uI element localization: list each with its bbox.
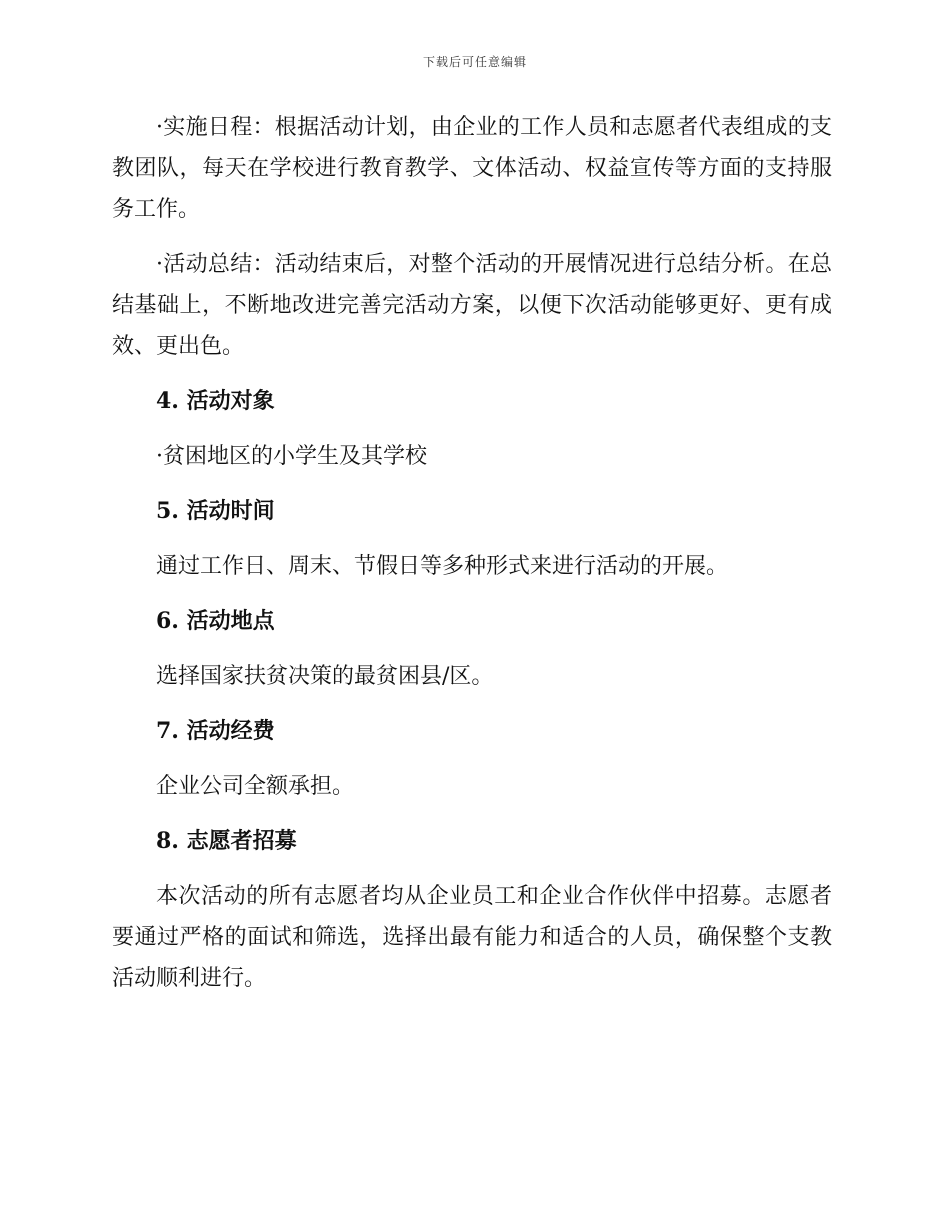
- paragraph-activity-target: ·贫困地区的小学生及其学校: [156, 444, 427, 469]
- document-body: [112, 107, 832, 1013]
- paragraph-activity-time: 通过工作日、周末、节假日等多种形式来进行活动的开展。: [156, 554, 729, 579]
- paragraph-activity-location: 选择国家扶贫决策的最贫困县/区。: [156, 664, 494, 689]
- paragraph-activity-funding: 企业公司全额承担。: [156, 774, 355, 799]
- header-note: 下载后可任意编辑: [422, 55, 527, 69]
- paragraph-implementation-schedule: ·实施日程：根据活动计划，由企业的工作人员和志愿者代表组成的支教团队，每天在学校进行教育教学、文体活动、权益宣传等方面的支持服务工作。: [112, 115, 832, 222]
- heading-activity-time: 5. 活动时间: [156, 498, 275, 524]
- paragraph-volunteer-recruitment: 本次活动的所有志愿者均从企业员工和企业合作伙伴中招募。志愿者要通过严格的面试和筛选，选择出最有能力和适合的人员，确保整个支教活动顺利进行。: [112, 884, 832, 991]
- heading-activity-funding: 7. 活动经费: [156, 718, 275, 744]
- heading-activity-target: 4. 活动对象: [156, 388, 275, 414]
- paragraph-activity-summary: ·活动总结：活动结束后，对整个活动的开展情况进行总结分析。在总结基础上，不断地改进完善完活动方案，以便下次活动能够更好、更有成效、更出色。: [112, 252, 832, 359]
- heading-volunteer-recruitment: 8. 志愿者招募: [156, 828, 297, 854]
- heading-activity-location: 6. 活动地点: [156, 608, 275, 634]
